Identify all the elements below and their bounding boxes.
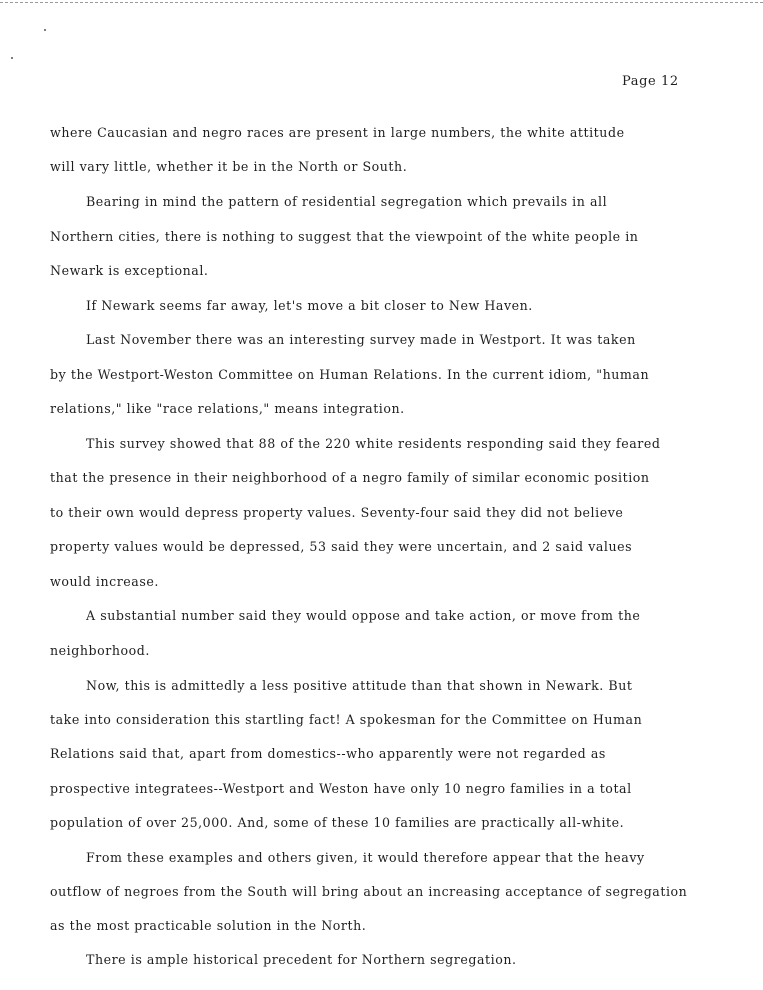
paragraph-start-line: If Newark seems far away, let's move a bit closer to New Haven. (86, 298, 533, 313)
paragraph-start-line: There is ample historical precedent for Northern segregation. (86, 952, 517, 967)
text-line: relations," like "race relations," means integration. (50, 401, 405, 416)
paragraph-start-line: Last November there was an interesting survey made in Westport. It was taken (86, 332, 636, 347)
text-line: Northern cities, there is nothing to suggest that the viewpoint of the white people in (50, 229, 639, 244)
paragraph-start-line: From these examples and others given, it would therefore appear that the heavy (86, 850, 645, 865)
text-line: to their own would depress property values. Seventy-four said they did not believe (50, 505, 624, 520)
paragraph-start-line: Now, this is admittedly a less positive attitude than that shown in Newark. But (86, 678, 633, 693)
text-line: property values would be depressed, 53 said they were uncertain, and 2 said values (50, 539, 633, 554)
paragraph-start-line: A substantial number said they would oppose and take action, or move from the (86, 608, 641, 623)
text-line: neighborhood. (50, 643, 150, 658)
text-line: where Caucasian and negro races are present in large numbers, the white attitude (50, 125, 625, 140)
text-line: as the most practicable solution in the North. (50, 918, 367, 933)
text-line: population of over 25,000. And, some of these 10 families are practically all-white. (50, 815, 625, 830)
text-line: prospective integratees--Westport and Weston have only 10 negro families in a total (50, 781, 632, 796)
text-line: by the Westport-Weston Committee on Human Relations. In the current idiom, "human (50, 367, 650, 382)
text-line: will vary little, whether it be in the North or South. (50, 159, 408, 174)
text-line: take into consideration this startling fact! A spokesman for the Committee on Human (50, 712, 643, 727)
text-line: Newark is exceptional. (50, 263, 209, 278)
scan-speck (11, 57, 13, 59)
text-line: would increase. (50, 574, 159, 589)
text-line: Relations said that, apart from domestics--who apparently were not regarded as (50, 746, 606, 761)
text-line: outflow of negroes from the South will bring about an increasing acceptance of segregation (50, 884, 688, 899)
paragraph-start-line: Bearing in mind the pattern of residential segregation which prevails in all (86, 194, 608, 209)
scan-speck (44, 29, 46, 31)
text-line: that the presence in their neighborhood of a negro family of similar economic position (50, 470, 650, 485)
page-number: Page 12 (622, 74, 679, 89)
paragraph-start-line: This survey showed that 88 of the 220 white residents responding said they feared (86, 436, 661, 451)
page-top-border (0, 2, 763, 3)
